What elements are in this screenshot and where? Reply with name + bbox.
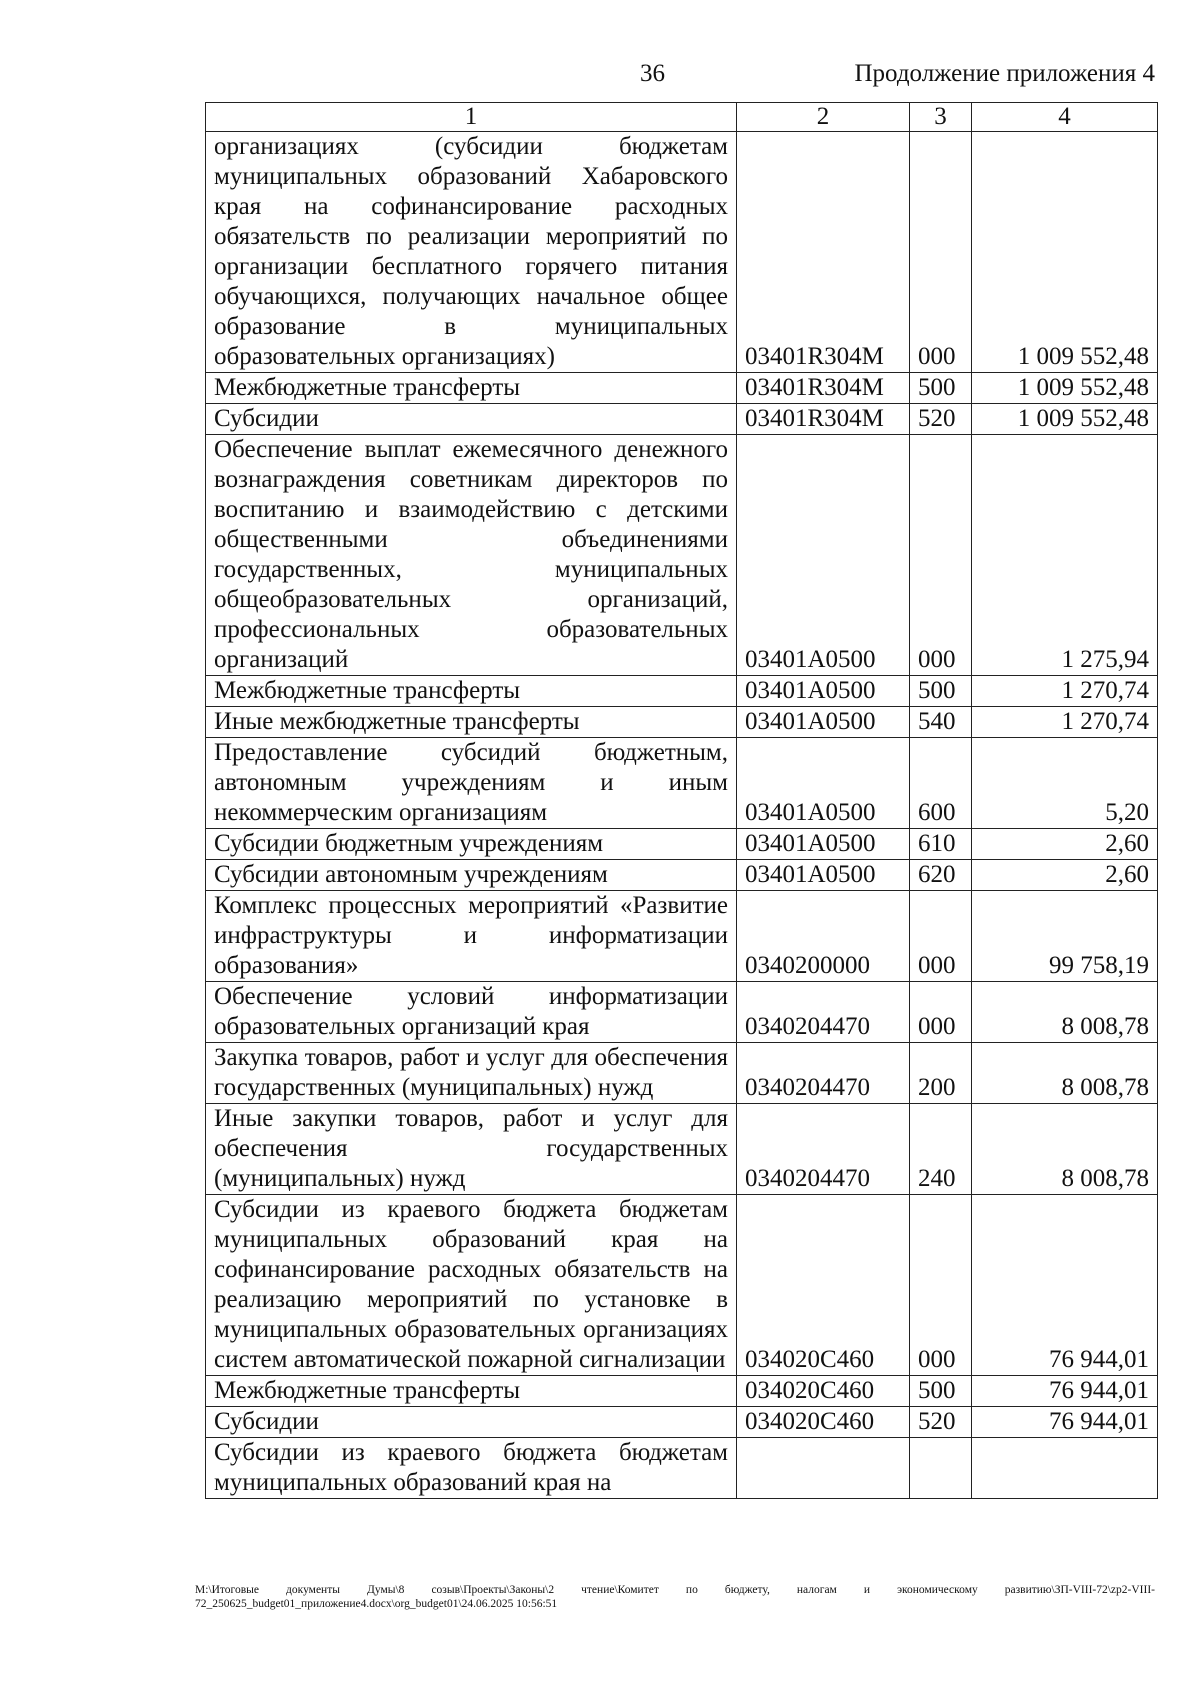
row-target-code: 034020С460 — [737, 1195, 910, 1376]
table-row — [206, 1376, 1158, 1407]
row-amount: 1 009 552,48 — [972, 404, 1158, 435]
row-target-code: 03401A0500 — [737, 860, 910, 891]
column-header: 3 — [910, 103, 972, 132]
row-expense-type: 500 — [910, 676, 972, 707]
row-target-code: 03401R304M — [737, 132, 910, 373]
row-description: Межбюджетные трансферты — [206, 676, 737, 707]
table-row — [206, 738, 1158, 829]
column-header: 1 — [206, 103, 737, 132]
row-amount: 76 944,01 — [972, 1407, 1158, 1438]
row-amount: 1 009 552,48 — [972, 373, 1158, 404]
row-amount: 1 009 552,48 — [972, 132, 1158, 373]
page-number: 36 — [640, 60, 665, 87]
table-row — [206, 404, 1158, 435]
row-target-code: 034020С460 — [737, 1407, 910, 1438]
table-row — [206, 373, 1158, 404]
row-target-code: 03401A0500 — [737, 707, 910, 738]
row-amount: 2,60 — [972, 860, 1158, 891]
row-target-code: 03401A0500 — [737, 676, 910, 707]
row-amount: 99 758,19 — [972, 891, 1158, 982]
table-row — [206, 435, 1158, 676]
row-description: организациях (субсидии бюджетам муниципальных образований Хабаровского края на софинансирование расходных обязательств по реализации мероприятий по организации бесплатного горячего питания обучающихся, получающих начальное общее образование в муниципальных образовательных организациях) — [206, 132, 737, 373]
row-expense-type: 620 — [910, 860, 972, 891]
table-row — [206, 1438, 1158, 1499]
row-target-code — [737, 1438, 910, 1499]
file-path-footer: M:\Итоговые документы Думы\8 созыв\Проекты\Законы\2 чтение\Комитет по бюджету, налогам и экономическому развитию\ЗП-VIII-72\zp2-VIII-72_250625_budget01_приложение4.docx\org_budget01\24.06.2025 10:56:51 — [195, 1584, 1155, 1610]
row-expense-type — [910, 1438, 972, 1499]
row-description: Субсидии бюджетным учреждениям — [206, 829, 737, 860]
table-row — [206, 676, 1158, 707]
row-expense-type: 500 — [910, 1376, 972, 1407]
table-row — [206, 1407, 1158, 1438]
row-amount: 8 008,78 — [972, 982, 1158, 1043]
row-description: Предоставление субсидий бюджетным, автономным учреждениям и иным некоммерческим организациям — [206, 738, 737, 829]
row-description: Межбюджетные трансферты — [206, 373, 737, 404]
row-expense-type: 600 — [910, 738, 972, 829]
table-row — [206, 982, 1158, 1043]
row-target-code: 0340204470 — [737, 1104, 910, 1195]
page-caption: Продолжение приложения 4 — [854, 60, 1155, 87]
row-amount: 76 944,01 — [972, 1376, 1158, 1407]
row-expense-type: 000 — [910, 1195, 972, 1376]
column-header: 2 — [737, 103, 910, 132]
table-row — [206, 1043, 1158, 1104]
table-row — [206, 829, 1158, 860]
column-header: 4 — [972, 103, 1158, 132]
row-expense-type: 000 — [910, 891, 972, 982]
row-description: Обеспечение условий информатизации образовательных организаций края — [206, 982, 737, 1043]
row-amount: 1 275,94 — [972, 435, 1158, 676]
row-amount: 1 270,74 — [972, 676, 1158, 707]
row-expense-type: 000 — [910, 132, 972, 373]
row-amount: 8 008,78 — [972, 1104, 1158, 1195]
row-expense-type: 200 — [910, 1043, 972, 1104]
row-amount: 1 270,74 — [972, 707, 1158, 738]
table-row — [206, 707, 1158, 738]
row-expense-type: 000 — [910, 435, 972, 676]
row-expense-type: 540 — [910, 707, 972, 738]
table-row — [206, 132, 1158, 373]
row-description: Межбюджетные трансферты — [206, 1376, 737, 1407]
row-expense-type: 520 — [910, 1407, 972, 1438]
row-description: Иные закупки товаров, работ и услуг для обеспечения государственных (муниципальных) нужд — [206, 1104, 737, 1195]
table-row — [206, 891, 1158, 982]
table-row — [206, 860, 1158, 891]
row-amount: 2,60 — [972, 829, 1158, 860]
row-description: Иные межбюджетные трансферты — [206, 707, 737, 738]
budget-table — [205, 102, 1158, 1499]
row-description: Субсидии из краевого бюджета бюджетам муниципальных образований края на — [206, 1438, 737, 1499]
row-target-code: 03401A0500 — [737, 829, 910, 860]
row-description: Субсидии — [206, 404, 737, 435]
row-target-code: 0340204470 — [737, 982, 910, 1043]
row-target-code: 034020С460 — [737, 1376, 910, 1407]
row-target-code: 03401A0500 — [737, 738, 910, 829]
row-target-code: 0340200000 — [737, 891, 910, 982]
row-expense-type: 520 — [910, 404, 972, 435]
table-row — [206, 1195, 1158, 1376]
row-amount: 8 008,78 — [972, 1043, 1158, 1104]
row-expense-type: 500 — [910, 373, 972, 404]
row-description: Субсидии автономным учреждениям — [206, 860, 737, 891]
row-target-code: 03401R304M — [737, 373, 910, 404]
row-description: Комплекс процессных мероприятий «Развитие инфраструктуры и информатизации образования» — [206, 891, 737, 982]
row-target-code: 0340204470 — [737, 1043, 910, 1104]
row-expense-type: 610 — [910, 829, 972, 860]
row-description: Закупка товаров, работ и услуг для обеспечения государственных (муниципальных) нужд — [206, 1043, 737, 1104]
row-expense-type: 240 — [910, 1104, 972, 1195]
table-row — [206, 1104, 1158, 1195]
row-amount: 76 944,01 — [972, 1195, 1158, 1376]
row-expense-type: 000 — [910, 982, 972, 1043]
row-target-code: 03401A0500 — [737, 435, 910, 676]
table-header-row — [206, 103, 1158, 132]
row-target-code: 03401R304M — [737, 404, 910, 435]
row-amount: 5,20 — [972, 738, 1158, 829]
row-description: Субсидии из краевого бюджета бюджетам муниципальных образований края на софинансирование расходных обязательств на реализацию мероприятий по установке в муниципальных образовательных организациях систем автоматической пожарной сигнализации — [206, 1195, 737, 1376]
row-description: Обеспечение выплат ежемесячного денежного вознаграждения советникам директоров по воспитанию и взаимодействию с детскими общественными объединениями государственных, муниципальных общеобразовательных организаций, профессиональных образовательных организаций — [206, 435, 737, 676]
row-amount — [972, 1438, 1158, 1499]
row-description: Субсидии — [206, 1407, 737, 1438]
